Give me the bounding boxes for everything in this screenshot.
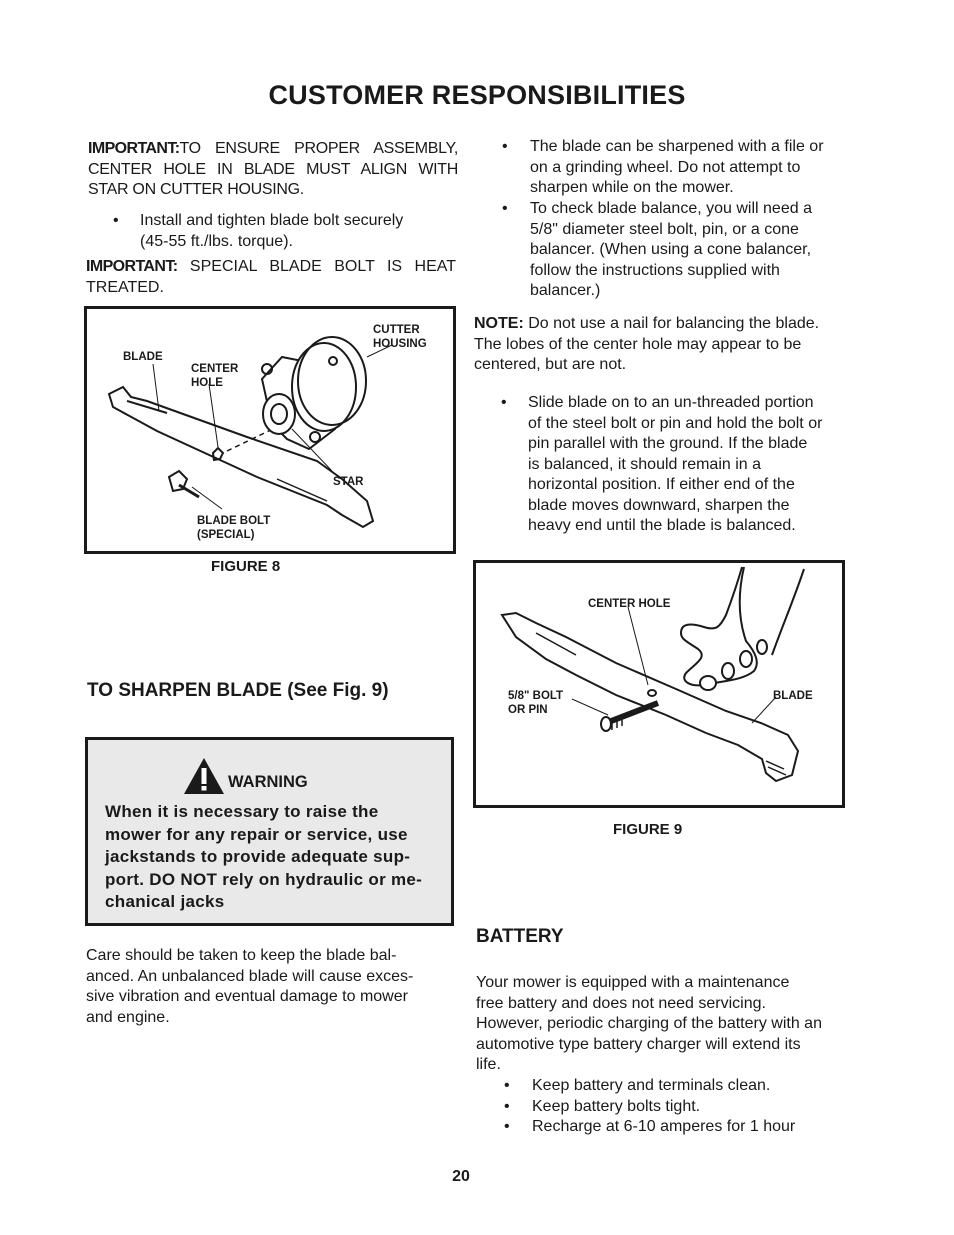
figure9-label-bolt-1: 5/8" BOLT [508,690,564,702]
install-bolt-line1: Install and tighten blade bolt securely [140,212,404,229]
figure8-label-star: STAR [333,476,364,488]
sharpen-line: The blade can be sharpened with a file or [530,138,824,155]
page-number: 20 [452,1168,470,1185]
sharpen-line: sharpen while on the mower. [530,179,734,196]
care-paragraph [86,946,458,1028]
important-label-2: IMPORTANT: [86,258,178,275]
slide-line: of the steel bolt or pin and hold the bolt or [528,414,823,432]
note-line: The lobes of the center hole may appear to be [474,335,802,353]
battery-paragraph [476,973,856,1076]
install-bolt-line2: (45-55 ft./lbs. torque). [140,232,293,250]
warning-header [182,756,308,796]
battery-line: free battery and does not need servicing. [476,994,766,1012]
warning-label: WARNING [228,772,308,791]
battery-bullet-text: Recharge at 6-10 amperes for 1 hour [532,1118,796,1135]
figure8-label-center-hole-2: HOLE [191,377,223,389]
care-line: sive vibration and eventual damage to mower [86,988,408,1005]
sharpen-line: on a grinding wheel. Do not attempt to [530,158,801,176]
warning-triangle-icon [182,756,226,796]
battery-heading: BATTERY [476,926,564,947]
important-bolt-note [86,257,456,298]
figure-9 [473,560,845,808]
care-line: Care should be taken to keep the blade bal- [86,947,397,964]
figure8-label-blade: BLADE [123,351,163,363]
figure9-label-center-hole: CENTER HOLE [588,598,671,610]
slide-line: pin parallel with the ground. If the blade [528,435,808,452]
warning-line: chanical jacks [105,892,225,911]
sharpen-blade-heading: TO SHARPEN BLADE (See Fig. 9) [87,680,389,701]
care-line: and engine. [86,1008,170,1026]
important-bolt-text: SPECIAL BLADE BOLT IS HEAT TREATED. [86,258,457,296]
figure8-label-cutter-housing [373,323,427,351]
balance-line: To check blade balance, you will need a [530,200,812,217]
important-assembly-text: TO ENSURE PROPER ASSEMBLY, CENTER HOLE IN BLADE MUST ALIGN WITH STAR ON CUTTER HOUSING. [88,140,458,198]
figure8-label-center-hole-1: CENTER [191,363,239,375]
balance-bullet: • To check blade balance, you will need a 5/8" diameter steel bolt, pin, or a cone balancer. (When using a cone balancer, follow the instructions supplied with balancer.) [502,199,852,302]
slide-line: horizontal position. If either end of the [528,476,795,493]
figure8-label-bolt-1: BLADE BOLT [197,515,271,527]
warning-line: port. DO NOT rely on hydraulic or me- [105,869,423,889]
care-line: anced. An unbalanced blade will cause exces- [86,967,414,985]
list-item: • Keep battery and terminals clean. [504,1076,854,1097]
warning-box [85,737,454,926]
slide-line: is balanced, it should remain in a [528,455,762,473]
warning-text [105,801,436,914]
figure9-label-bolt-2: OR PIN [508,704,548,716]
important-assembly-note [88,139,458,201]
slide-line: blade moves downward, sharpen the [528,496,790,514]
balance-line: balancer. (When using a cone balancer, [530,241,812,258]
important-label: IMPORTANT: [88,140,180,157]
figure-8-caption: FIGURE 8 [211,558,281,575]
balance-line: balancer.) [530,282,601,299]
sharpen-bullet: • The blade can be sharpened with a file or on a grinding wheel. Do not attempt to sharpen while on the mower. [502,137,852,199]
note-line: Do not use a nail for balancing the blade. [528,315,820,332]
list-item: • Recharge at 6-10 amperes for 1 hour [504,1117,854,1138]
battery-line: life. [476,1056,501,1073]
note-line: centered, but are not. [474,356,627,373]
figure8-label-cutter-2: HOUSING [373,338,427,350]
warning-line: jackstands to provide adequate sup- [105,847,411,866]
figure8-label-bolt-2: (SPECIAL) [197,529,255,541]
figure9-label-bolt [508,689,563,717]
battery-line: automotive type battery charger will extend its [476,1035,801,1053]
note-paragraph [474,314,854,376]
battery-bullet-text: Keep battery and terminals clean. [532,1077,771,1094]
warning-line: When it is necessary to raise the [105,802,379,821]
figure-9-caption: FIGURE 9 [613,821,683,838]
figure9-label-blade: BLADE [773,690,813,702]
warning-line: mower for any repair or service, use [105,824,408,844]
balance-line: follow the instructions supplied with [530,261,780,279]
figure8-label-center-hole [191,362,238,390]
battery-bullet-text: Keep battery bolts tight. [532,1097,701,1115]
page-title: CUSTOMER RESPONSIBILITIES [268,80,686,110]
battery-bullets [504,1076,854,1138]
slide-line: heavy end until the blade is balanced. [528,517,796,534]
figure8-label-cutter-1: CUTTER [373,324,420,336]
list-item: • Keep battery bolts tight. [504,1097,854,1118]
figure8-label-blade-bolt [197,514,270,542]
slide-line: Slide blade on to an un-threaded portion [528,394,814,411]
note-label: NOTE: [474,315,524,332]
battery-line: Your mower is equipped with a maintenance [476,974,790,991]
figure-8 [84,306,456,554]
slide-bullet: • Slide blade on to an un-threaded portion of the steel bolt or pin and hold the bolt or pin parallel with the ground. If the blade is balanced, it should remain in a horizontal position. If either end of the blade moves downward, sharpen the heavy end until the blade is balanced. [501,393,851,537]
balance-line: 5/8" diameter steel bolt, pin, or a cone [530,220,799,238]
install-bolt-bullet: • Install and tighten blade bolt securely (45-55 ft./lbs. torque). [113,212,404,250]
battery-line: However, periodic charging of the battery with an [476,1015,822,1032]
